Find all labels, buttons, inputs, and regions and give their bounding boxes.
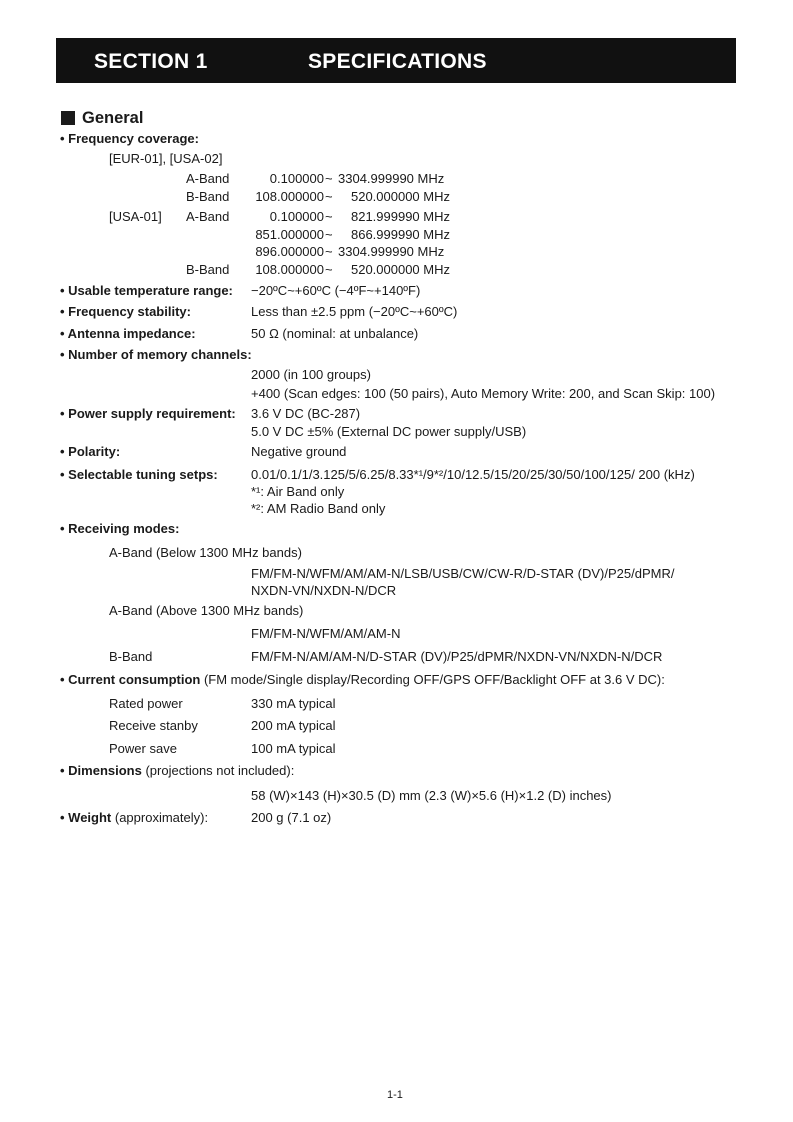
- weight-label-bold: • Weight: [60, 810, 112, 825]
- modes-a-below-label: A-Band (Below 1300 MHz bands): [109, 545, 302, 560]
- temp-value: −20ºC~+60ºC (−4ºF~+140ºF): [251, 283, 421, 298]
- freq-tilde: ~: [325, 262, 333, 277]
- power-line2: 5.0 V DC ±5% (External DC power supply/USB): [251, 424, 527, 439]
- freq-tilde: ~: [325, 189, 333, 204]
- memory-label: • Number of memory channels:: [60, 347, 252, 362]
- freq-g2-aband-label: A-Band: [186, 209, 230, 224]
- freq-g2-r1-from: 0.100000: [269, 209, 324, 224]
- freq-g2-bband-label: B-Band: [186, 262, 230, 277]
- heading-square-icon: [61, 111, 75, 125]
- tuning-label: • Selectable tuning setps:: [60, 467, 218, 482]
- freq-coverage-label: • Frequency coverage:: [60, 131, 199, 146]
- tuning-note2: *²: AM Radio Band only: [251, 501, 386, 516]
- freq-g2-r3-to: 3304.999990 MHz: [338, 244, 445, 259]
- modes-a-above-value: FM/FM-N/WFM/AM/AM-N: [251, 626, 401, 641]
- power-label: • Power supply requirement:: [60, 406, 236, 421]
- section-number: SECTION 1: [94, 50, 208, 73]
- current-row-name: Power save: [109, 741, 177, 756]
- current-row-name: Receive stanby: [109, 718, 198, 733]
- modes-a-below-line2: NXDN-VN/NXDN-N/DCR: [251, 583, 397, 598]
- stability-value: Less than ±2.5 ppm (−20ºC~+60ºC): [251, 304, 458, 319]
- memory-line2: +400 (Scan edges: 100 (50 pairs), Auto Memory Write: 200, and Scan Skip: 100): [251, 386, 716, 401]
- current-label-bold: • Current consumption: [60, 672, 201, 687]
- modes-a-above-label: A-Band (Above 1300 MHz bands): [109, 603, 304, 618]
- polarity-value: Negative ground: [251, 444, 347, 459]
- dimensions-label: [60, 763, 294, 779]
- general-heading: General: [82, 109, 144, 127]
- impedance-value: 50 Ω (nominal: at unbalance): [251, 326, 419, 341]
- modes-b-label: B-Band: [109, 649, 153, 664]
- freq-g2-bband-from: 108.000000: [255, 262, 324, 277]
- weight-label: [60, 810, 208, 826]
- freq-g2-r2-to: 866.999990 MHz: [350, 227, 450, 242]
- temp-label: • Usable temperature range:: [60, 283, 233, 298]
- section-title: SPECIFICATIONS: [308, 50, 487, 73]
- freq-g2-r3-from: 896.000000: [255, 244, 324, 259]
- dimensions-label-rest: (projections not included):: [141, 763, 295, 778]
- current-row-value: 200 mA typical: [251, 718, 336, 733]
- freq-group-usa01: [USA-01]: [109, 209, 162, 224]
- modes-b-value: FM/FM-N/AM/AM-N/D-STAR (DV)/P25/dPMR/NXDN-VN/NXDN-N/DCR: [251, 649, 663, 664]
- current-row-value: 100 mA typical: [251, 741, 336, 756]
- freq-g1-bband-to: 520.000000 MHz: [350, 189, 450, 204]
- polarity-label: • Polarity:: [60, 444, 121, 459]
- freq-g1-aband-to: 3304.999990 MHz: [338, 171, 445, 186]
- weight-label-rest: (approximately):: [111, 810, 209, 825]
- freq-tilde: ~: [325, 244, 333, 259]
- tuning-value: 0.01/0.1/1/3.125/5/6.25/8.33*¹/9*²/10/12.5/15/20/25/30/50/100/125/ 200 (kHz): [251, 467, 695, 482]
- power-line1: 3.6 V DC (BC-287): [251, 406, 361, 421]
- current-row-value: 330 mA typical: [251, 696, 336, 711]
- current-label-rest: (FM mode/Single display/Recording OFF/GPS OFF/Backlight OFF at 3.6 V DC):: [200, 672, 665, 687]
- current-label: [60, 672, 665, 688]
- freq-tilde: ~: [325, 227, 333, 242]
- modes-a-below-line1: FM/FM-N/WFM/AM/AM-N/LSB/USB/CW/CW-R/D-STAR (DV)/P25/dPMR/: [251, 566, 675, 581]
- dimensions-label-bold: • Dimensions: [60, 763, 142, 778]
- freq-group-eur-usa02: [EUR-01], [USA-02]: [109, 151, 223, 166]
- weight-value: 200 g (7.1 oz): [251, 810, 332, 825]
- impedance-label: • Antenna impedance:: [60, 326, 196, 341]
- modes-label: • Receiving modes:: [60, 521, 180, 536]
- freq-tilde: ~: [325, 171, 333, 186]
- freq-g1-aband-from: 0.100000: [269, 171, 324, 186]
- freq-g1-bband-from: 108.000000: [255, 189, 324, 204]
- tuning-note1: *¹: Air Band only: [251, 484, 345, 499]
- current-row-name: Rated power: [109, 696, 183, 711]
- freq-g1-bband-label: B-Band: [186, 189, 230, 204]
- freq-g2-bband-to: 520.000000 MHz: [350, 262, 450, 277]
- memory-line1: 2000 (in 100 groups): [251, 367, 371, 382]
- freq-g2-r1-to: 821.999990 MHz: [350, 209, 450, 224]
- freq-g2-r2-from: 851.000000: [255, 227, 324, 242]
- stability-label: • Frequency stability:: [60, 304, 191, 319]
- freq-tilde: ~: [325, 209, 333, 224]
- section-banner: [56, 38, 736, 83]
- dimensions-value: 58 (W)×143 (H)×30.5 (D) mm (2.3 (W)×5.6 (H)×1.2 (D) inches): [251, 788, 612, 803]
- page-number: 1-1: [387, 1089, 403, 1101]
- freq-g1-aband-label: A-Band: [186, 171, 230, 186]
